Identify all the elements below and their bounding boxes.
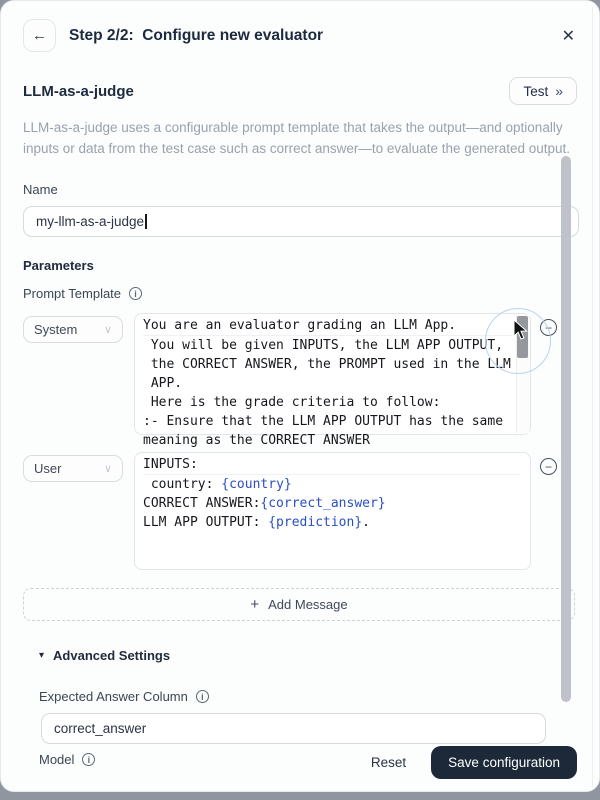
add-message-label: Add Message: [268, 597, 348, 612]
plus-icon: +: [250, 596, 260, 613]
name-input[interactable]: [23, 206, 579, 237]
user-prompt-textarea[interactable]: [134, 452, 531, 570]
textarea-scrollbar-track[interactable]: [516, 315, 529, 433]
back-button[interactable]: [23, 19, 56, 52]
test-button[interactable]: [509, 77, 577, 105]
parameters-label: Parameters: [23, 258, 94, 273]
remove-message-button[interactable]: [540, 458, 557, 475]
caret-down-icon: ▾: [39, 650, 45, 661]
modal-scrollbar-thumb[interactable]: [561, 156, 571, 702]
prompt-template-label: Prompt Template: [23, 286, 122, 301]
minus-icon: −: [544, 320, 552, 335]
user-prompt-text: INPUTS: country: {country} CORRECT ANSWER:{correct_answer} LLM APP OUTPUT: {prediction}.: [135, 453, 530, 569]
chevron-down-icon: ∨: [103, 463, 112, 475]
add-message-button[interactable]: [23, 588, 575, 621]
evaluator-heading: LLM-as-a-judge: [23, 82, 134, 100]
name-label: Name: [23, 182, 58, 197]
role-select-user[interactable]: [23, 455, 123, 482]
info-icon[interactable]: i: [196, 690, 209, 703]
system-prompt-text: You are an evaluator grading an LLM App. You will be given INPUTS, the LLM APP OUTPUT, the CORRECT ANSWER, the PROMPT used in the LLM APP. Here is the grade criteria to follow: :- Ensure that the LLM APP OUTPUT has the same meaning as the CORRECT ANSWER: [143, 318, 511, 448]
message-row-system: [23, 313, 577, 448]
test-button-label: Test: [523, 83, 549, 99]
chevron-down-icon: ∨: [103, 324, 112, 336]
role-select-value: System: [34, 322, 78, 337]
name-input-value: my-llm-as-a-judge: [36, 214, 145, 229]
message-row-user: [23, 452, 577, 570]
modal-header: [1, 1, 599, 52]
save-configuration-button[interactable]: Save configuration: [431, 746, 577, 779]
info-icon[interactable]: i: [129, 287, 142, 300]
role-select-system[interactable]: [23, 316, 123, 343]
role-select-value: User: [34, 461, 62, 476]
evaluator-description: LLM-as-a-judge uses a configurable prompt template that takes the output—and optionally inputs or data from the test case such as correct answer—to evaluate the generated output.: [23, 120, 571, 156]
minus-icon: −: [544, 459, 552, 474]
modal-footer: [371, 746, 577, 779]
modal-right-edge: [592, 7, 593, 787]
expected-answer-column-label: Expected Answer Column: [39, 689, 188, 704]
back-arrow-icon: ←: [32, 27, 47, 44]
advanced-settings-label: Advanced Settings: [53, 648, 171, 663]
reset-button[interactable]: Reset: [370, 755, 407, 770]
info-icon[interactable]: i: [82, 753, 95, 766]
model-label: Model: [39, 752, 75, 767]
remove-message-button[interactable]: [540, 319, 557, 336]
close-icon[interactable]: ✕: [561, 27, 575, 45]
expected-answer-value: correct_answer: [54, 721, 147, 736]
system-prompt-textarea[interactable]: [134, 313, 531, 448]
textarea-scrollbar-thumb[interactable]: [517, 316, 528, 358]
double-chevron-right-icon: »: [555, 83, 563, 99]
advanced-settings-toggle[interactable]: [39, 648, 577, 663]
modal-title: Step 2/2: Configure new evaluator: [69, 26, 324, 44]
text-caret: [145, 214, 147, 229]
expected-answer-input[interactable]: [41, 713, 546, 744]
